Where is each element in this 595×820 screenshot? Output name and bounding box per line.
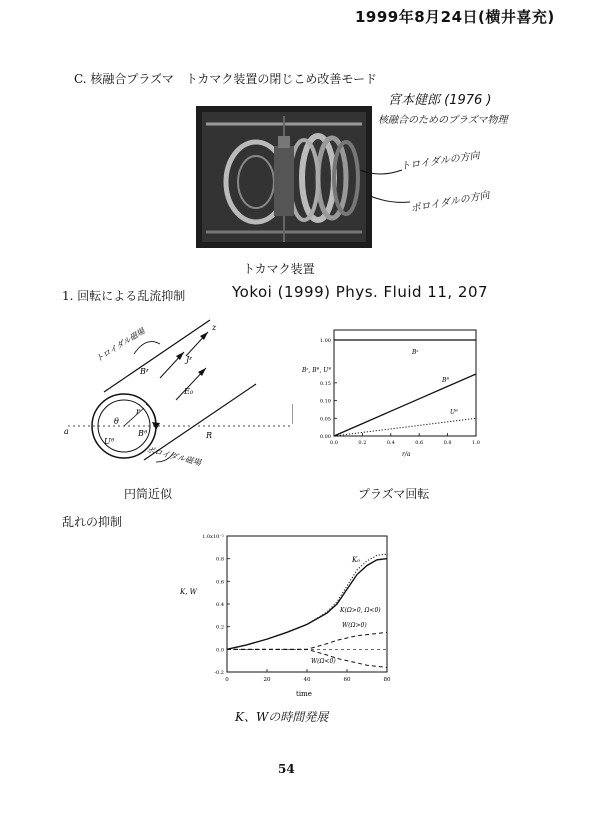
rotation-chart-xtick-label: 0.2 — [358, 440, 367, 446]
rotation-chart-ytick-label: 1.00 — [319, 338, 331, 344]
rotation-chart-caption: プラズマ回転 — [358, 487, 430, 501]
energy-chart — [180, 532, 400, 704]
energy-chart-xtick-label: 0 — [225, 677, 229, 683]
energy-chart-ylabel: K, W — [180, 588, 197, 596]
label-r: r — [136, 407, 140, 416]
energy-chart-xtick-label: 60 — [343, 677, 351, 683]
label-Bz: Bᶻ — [140, 367, 149, 376]
rotation-chart-ytick-label: 0.15 — [319, 380, 331, 387]
rotation-chart-xtick-label: 0.8 — [443, 440, 452, 446]
note-author: 宮本健郎 (1976 ) — [388, 93, 492, 108]
rotation-chart-series-1 — [334, 374, 476, 436]
handwritten-date: 1999年8月24日(横井喜充) — [355, 8, 555, 26]
energy-chart-ytick-label: 0.4 — [216, 602, 224, 608]
photo-caption: トカマク装置 — [243, 262, 315, 276]
rotation-chart-ytick-label: 0.05 — [319, 416, 331, 423]
energy-chart-xtick-label: 40 — [303, 677, 311, 683]
energy-chart-xtick-label: 80 — [383, 677, 391, 683]
energy-chart-label-Wneg: W(Ω<0) — [311, 658, 336, 665]
label-toroidal-field: トロイダル磁場 — [94, 326, 147, 364]
section-title: C. 核融合プラズマ トカマク装置の閉じこめ改善モード — [74, 72, 377, 86]
label-E0: E₀ — [184, 387, 194, 396]
energy-chart-xtick-label: 20 — [263, 677, 271, 683]
energy-chart-series-2 — [227, 632, 387, 649]
rotation-chart-xtick-label: 0.0 — [330, 440, 338, 446]
note-arrows — [340, 150, 420, 220]
energy-chart-ytick-label: 1.0x10⁻² — [202, 534, 224, 540]
cylinder-caption: 円筒近似 — [124, 487, 173, 501]
cylinder-diagram — [60, 312, 300, 472]
divider-mark — [292, 404, 293, 424]
rotation-chart-label-Btheta: Bᶿ — [442, 377, 450, 384]
rotation-chart-ytick-label: 0.00 — [319, 434, 331, 440]
subsection-2-title: 乱れの抑制 — [62, 515, 123, 529]
label-theta: θ — [114, 417, 119, 426]
label-Jz: Jᶻ — [186, 355, 192, 364]
energy-chart-caption: K、Wの時間発展 — [235, 710, 329, 724]
label-poloidal-field: ポロイダル磁場 — [145, 445, 202, 468]
note-toroidal: トロイダルの方向 — [399, 150, 481, 173]
label-Btheta: Bᶿ — [138, 429, 148, 438]
label-R: R — [206, 431, 213, 440]
rotation-chart — [302, 326, 488, 462]
energy-chart-series-1 — [227, 559, 387, 650]
rotation-chart-ytick-label: 0.10 — [319, 398, 331, 405]
energy-chart-xlabel: time — [296, 690, 312, 698]
energy-chart-label-K0: K₀ — [352, 556, 361, 564]
energy-chart-label-Wpos: W(Ω>0) — [342, 622, 367, 629]
energy-chart-label-K: K(Ω>0, Ω<0) — [340, 607, 381, 614]
energy-chart-ytick-label: 0.6 — [216, 579, 224, 586]
note-poloidal: ポロイダルの方向 — [409, 190, 491, 215]
energy-chart-ytick-label: 0.0 — [216, 647, 224, 654]
rotation-chart-ylabel: Bᶻ, Bᶿ, Uᶿ — [302, 367, 332, 374]
rotation-chart-xtick-label: 1.0 — [472, 440, 480, 446]
label-z: z — [212, 323, 217, 332]
page-number: 54 — [278, 762, 295, 776]
rotation-chart-xtick-label: 0.4 — [386, 440, 395, 446]
rotation-chart-xtick-label: 0.6 — [415, 440, 424, 446]
energy-chart-ytick-label: 0.8 — [216, 556, 224, 563]
rotation-chart-label-Utheta: Uᶿ — [450, 409, 458, 416]
energy-chart-frame — [227, 536, 387, 672]
rotation-chart-label-Bz: Bᶻ — [412, 349, 419, 356]
energy-chart-ytick-label: 0.2 — [216, 624, 224, 631]
energy-chart-series-3 — [227, 649, 387, 667]
reference-note: Yokoi (1999) Phys. Fluid 11, 207 — [232, 283, 489, 301]
rotation-chart-xlabel: r/a — [402, 451, 411, 458]
energy-chart-ytick-label: -0.2 — [214, 670, 224, 676]
label-a: a — [64, 427, 69, 436]
note-book-title: 核融合のためのプラズマ物理 — [378, 115, 508, 126]
label-U: Uᶿ — [104, 437, 115, 446]
subsection-1-title: 1. 回転による乱流抑制 — [62, 289, 186, 303]
